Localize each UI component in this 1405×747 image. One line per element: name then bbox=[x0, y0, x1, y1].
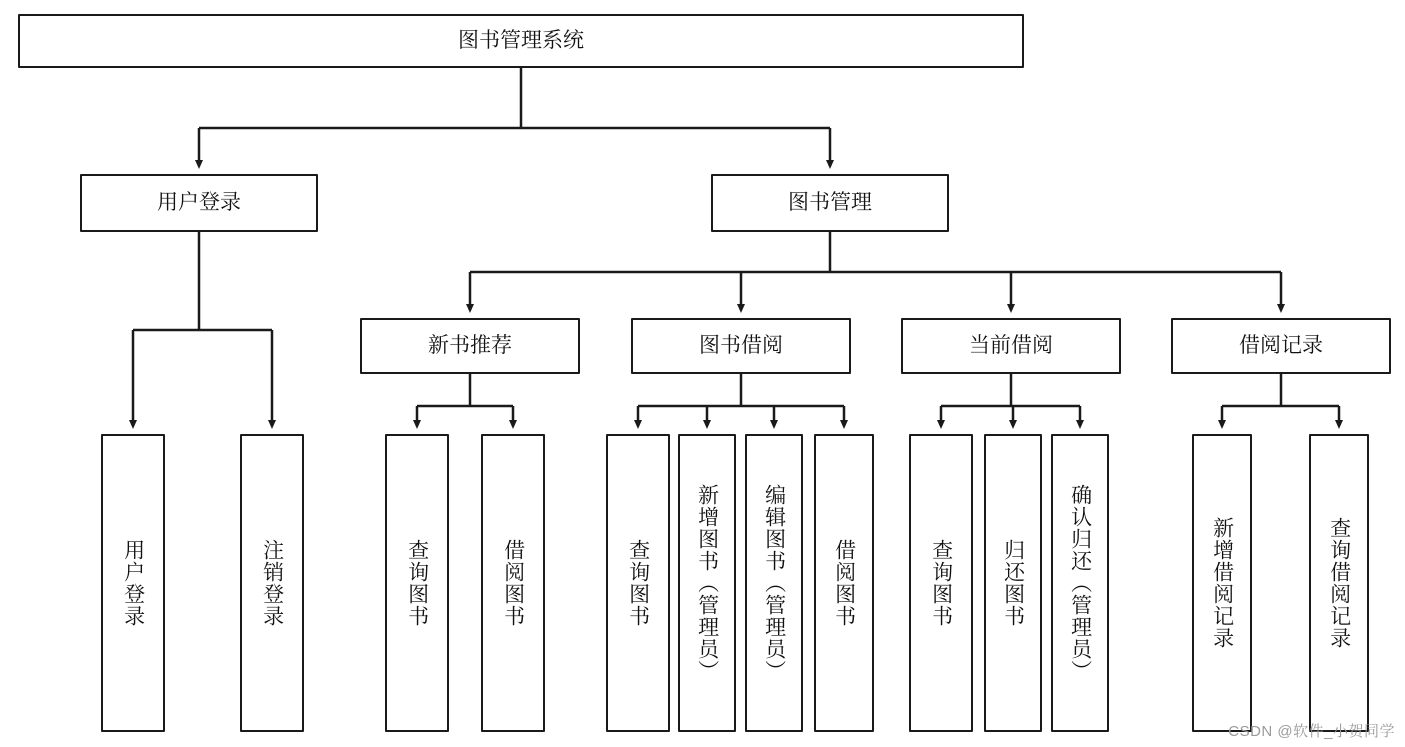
node-root[interactable]: 图书管理系统 bbox=[18, 14, 1024, 68]
node-book-borrowing[interactable]: 图书借阅 bbox=[631, 318, 851, 374]
node-leaf-edit-book-admin[interactable]: 编辑图书（管理员） bbox=[745, 434, 803, 732]
node-leaf-query-book-new[interactable]: 查询图书 bbox=[385, 434, 449, 732]
node-leaf-query-book-borrow[interactable]: 查询图书 bbox=[606, 434, 670, 732]
node-leaf-confirm-return-admin[interactable]: 确认归还（管理员） bbox=[1051, 434, 1109, 732]
node-borrow-records[interactable]: 借阅记录 bbox=[1171, 318, 1391, 374]
node-leaf-borrow-book[interactable]: 借阅图书 bbox=[814, 434, 874, 732]
node-new-book-recommendation[interactable]: 新书推荐 bbox=[360, 318, 580, 374]
node-leaf-query-borrow-record[interactable]: 查询借阅记录 bbox=[1309, 434, 1369, 732]
node-leaf-query-book-current[interactable]: 查询图书 bbox=[909, 434, 973, 732]
node-current-borrowing[interactable]: 当前借阅 bbox=[901, 318, 1121, 374]
node-leaf-user-logout[interactable]: 注销登录 bbox=[240, 434, 304, 732]
node-leaf-user-login[interactable]: 用户登录 bbox=[101, 434, 165, 732]
node-book-management-module[interactable]: 图书管理 bbox=[711, 174, 949, 232]
node-leaf-add-borrow-record[interactable]: 新增借阅记录 bbox=[1192, 434, 1252, 732]
node-leaf-return-book[interactable]: 归还图书 bbox=[984, 434, 1042, 732]
watermark: CSDN @软件_小贺同学 bbox=[1228, 723, 1395, 740]
node-leaf-borrow-book-new[interactable]: 借阅图书 bbox=[481, 434, 545, 732]
node-leaf-add-book-admin[interactable]: 新增图书（管理员） bbox=[678, 434, 736, 732]
node-user-login-module[interactable]: 用户登录 bbox=[80, 174, 318, 232]
